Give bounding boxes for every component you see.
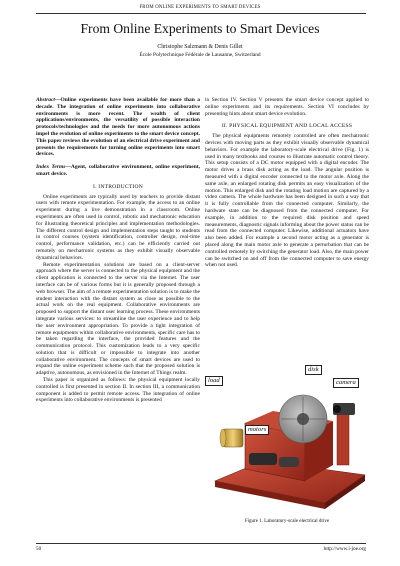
figure-caption: Figure 1. Laboratory-scale electrical drive xyxy=(244,519,330,524)
header-rule xyxy=(36,13,366,14)
running-head: FROM ONLINE EXPERIMENTS TO SMART DEVICES xyxy=(139,5,261,10)
right-paragraph-1: in Section IV. Section V presents the smart device concept applied to online experiments and its requirements. Section VI concludes by presenting hints about smart device evolution. xyxy=(205,97,369,117)
abstract-label: Abstract xyxy=(36,97,55,103)
authors: Christophe Salzmann & Denis Gillet xyxy=(157,44,243,50)
abstract xyxy=(36,97,200,158)
index-terms-text: —Agent, collaborative environment, online experiment, smart device. xyxy=(36,164,201,177)
intro-paragraph-2: Remote experimentation solutions are based on a client-server approach where the server is connected to the physical equipment and the client application is connected to the server via the Internet. The user interface can be of various forms but it is generally proposed through a web browser. The aim of a remote experimentation solution is to make the student interaction with the distant system as close as possible to the actual work on the real equipment. Collaborative environments are proposed to support the distant user learning process. These environments integrate various services: to streamline the user experience and to help the user environment appropriation. To provide a tight integration of remote equipments within collaborative environments, specific care has to be taken regarding the interface, the provided features and the communication protocol. This customization leads to a very specific solution that is difficult or impossible to integrate into another collaborative environment. The concepts of smart devices are used to expand the online experiment scheme such that the proposed solution is adaptive, autonomous, as envisioned in the Internet of Things realm. xyxy=(36,261,200,377)
physical-paragraph-1: The physical equipments remotely controlled are often mechatronic devices with moving parts as they exhibit visually observable dynamical behaviors. For example the laboratory-scale electrical drive (Fig. 1) is used in many textbooks and courses to illustrate automatic control theory. This setup consists of a DC motor equipped with a digital encoder. The motor drives a brass disk acting as the load. The angular position is measured with a digital encoder connected to the motor axle. Along the same axle, an enlarged rotating disk permits an easy visualization of the motion. This enlarged disk and the rotating load motion are captured by a video camera. The whole hardware has been designed in such a way that it is fully controllable from the connected computer. Similarly, the hardware state can be diagnosed from the connected computer. For example, in addition to the required disk position and speed measurements, diagnostic signals informing about the power status can be read from the connected computer. Likewise, additional actuators have also been added. For example a second motor acting as a generator is placed along the main motor axle to generate a perturbation that can be controlled remotely by switching the generator load. Also, the main power can be switched on and off from the connected computer to save energy when not used. xyxy=(205,133,369,269)
left-column xyxy=(36,97,200,404)
figure-electrical-drive xyxy=(205,363,369,513)
figure-label-motors: motors xyxy=(245,425,269,435)
intro-paragraph-1: Online experiments are typically used by teachers to provide distant users with remote experimentation. For example, the access to an online experiment during a live demonstration in a classroom. Online experiments are often used in control, robotic and mechatronic education for illustrating theoretical principles and implementation methodologies. The different control design and implementation steps taught to students in control courses (system identification, controller design, real-time control, performance validation, etc.) can be efficiently carried out remotely on mechatronic systems as they exhibit visually observable dynamical behaviors. xyxy=(36,193,200,261)
index-terms xyxy=(36,164,200,178)
affiliation: École Polytechnique Fédérale de Lausanne, Switzerland xyxy=(139,52,261,58)
index-terms-label: Index Terms xyxy=(36,164,66,171)
right-column xyxy=(205,97,369,269)
figure-label-camera: camera xyxy=(333,378,359,388)
abstract-text: —Online experiments have been available for more than a decade. The integration of online experiments into collaborative environments is more recent. The wealth of client applications/environments, the versatility of possible interaction protocols/technologies and the needs for more autonomous actions impel the evolution of online experiments to the smart device concept. This paper reviews the evolution of an electrical drive experiment and presents the requirements for turning online experiments into smart devices. xyxy=(36,97,200,158)
footer-rule xyxy=(36,543,366,544)
page-number: 50 xyxy=(36,546,42,552)
figure-label-disk: disk xyxy=(305,365,322,375)
intro-paragraph-3: This paper is organized as follows: the physical equipment locally controlled is first presented in section II. In section III, a communication component is added to permit remote access. The integration of online experiments into collaborative environments is presented xyxy=(36,377,200,404)
journal-url: http://www.i-joe.org xyxy=(323,546,366,552)
figure-label-load: load xyxy=(205,376,223,386)
section-heading-physical-equipment: II. PHYSICAL EQUIPMENT AND LOCAL ACCESS xyxy=(221,123,353,130)
paper-title: From Online Experiments to Smart Devices xyxy=(80,21,320,36)
section-heading-introduction: I. INTRODUCTION xyxy=(93,183,143,190)
